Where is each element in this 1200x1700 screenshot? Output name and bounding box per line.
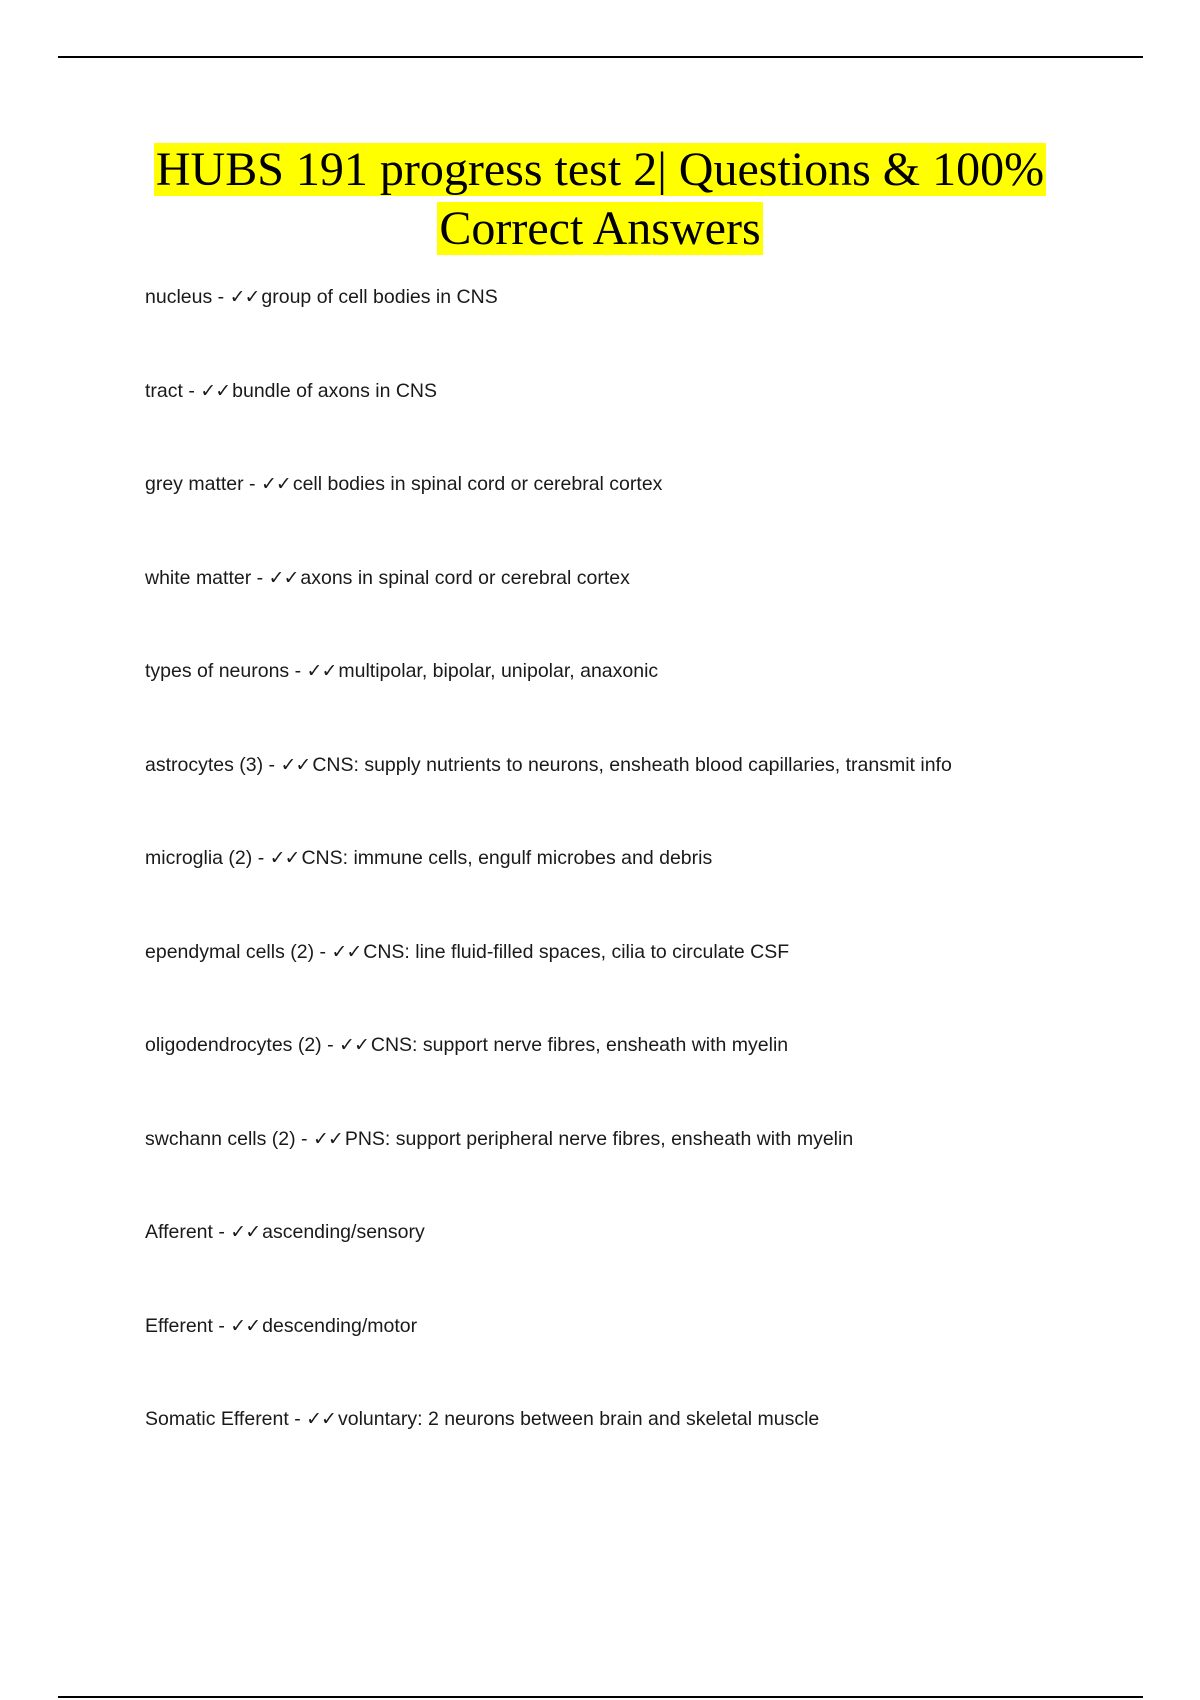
qa-term: swchann cells (2) (145, 1127, 296, 1150)
qa-answer: CNS: support nerve fibres, ensheath with myelin (370, 1034, 789, 1056)
double-check-icon: ✓✓ (268, 566, 299, 589)
footer-rule (58, 1696, 1143, 1698)
double-check-icon: ✓✓ (331, 940, 362, 963)
qa-separator: - (243, 473, 261, 495)
qa-term: nucleus (145, 286, 213, 308)
document-title (60, 140, 1140, 258)
qa-item (145, 1030, 1105, 1124)
qa-item (145, 1311, 1105, 1405)
qa-separator: - (212, 286, 230, 308)
qa-answer: multipolar, bipolar, unipolar, anaxonic (338, 660, 659, 682)
double-check-icon: ✓✓ (312, 1127, 343, 1150)
qa-item (145, 1404, 1105, 1498)
qa-separator: - (295, 1127, 313, 1150)
qa-separator: - (321, 1034, 340, 1056)
qa-separator: - (289, 660, 307, 682)
double-check-icon: ✓✓ (230, 1221, 261, 1243)
qa-answer: group of cell bodies in CNS (261, 286, 498, 308)
qa-answer: PNS: support peripheral nerve fibres, ensheath with myelin (344, 1127, 854, 1150)
qa-item (145, 1124, 1105, 1218)
qa-item (145, 843, 1105, 937)
title-line-2 (60, 199, 1140, 258)
qa-item (145, 1217, 1105, 1311)
qa-answer: axons in spinal cord or cerebral cortex (300, 566, 630, 589)
qa-answer: ascending/sensory (262, 1221, 425, 1243)
qa-separator: - (288, 1408, 307, 1430)
double-check-icon: ✓✓ (339, 1034, 369, 1056)
qa-term: Somatic Efferent (145, 1408, 289, 1430)
double-check-icon: ✓✓ (230, 1314, 261, 1337)
qa-separator: - (182, 379, 201, 402)
qa-separator: - (212, 1221, 231, 1243)
qa-item (145, 282, 1105, 376)
qa-separator: - (263, 753, 281, 776)
title-line-2-text: Correct Answers (439, 202, 761, 255)
qa-item (145, 563, 1105, 657)
title-line-1 (60, 140, 1140, 199)
qa-answer: descending/motor (262, 1314, 418, 1337)
qa-term: ependymal cells (2) (145, 940, 315, 963)
qa-item (145, 469, 1105, 563)
qa-term: white matter (145, 566, 252, 589)
double-check-icon: ✓✓ (306, 660, 337, 682)
qa-term: grey matter (145, 473, 244, 495)
double-check-icon: ✓✓ (229, 286, 260, 308)
qa-term: microglia (2) (145, 847, 253, 869)
qa-separator: - (251, 566, 269, 589)
qa-separator: - (314, 940, 332, 963)
qa-term: tract (145, 379, 183, 402)
qa-term: oligodendrocytes (2) (145, 1034, 322, 1056)
header-rule (58, 56, 1143, 58)
double-check-icon: ✓✓ (306, 1408, 336, 1430)
qa-answer: CNS: line fluid-filled spaces, cilia to circulate CSF (363, 940, 790, 963)
qa-item (145, 937, 1105, 1031)
qa-term: types of neurons (145, 660, 290, 682)
qa-list (145, 282, 1105, 1498)
qa-item (145, 656, 1105, 750)
double-check-icon: ✓✓ (260, 473, 291, 495)
qa-answer: bundle of axons in CNS (232, 379, 437, 402)
title-line-1-text: HUBS 191 progress test 2| Questions & 100% (155, 143, 1045, 196)
qa-answer: CNS: immune cells, engulf microbes and debris (301, 847, 713, 869)
qa-answer: cell bodies in spinal cord or cerebral cortex (292, 473, 663, 495)
qa-term: astrocytes (3) (145, 753, 264, 776)
qa-separator: - (212, 1314, 231, 1337)
qa-separator: - (252, 847, 270, 869)
double-check-icon: ✓✓ (269, 847, 300, 869)
qa-term: Afferent (145, 1221, 213, 1243)
double-check-icon: ✓✓ (280, 753, 311, 776)
double-check-icon: ✓✓ (200, 379, 231, 402)
qa-answer: CNS: supply nutrients to neurons, ensheath blood capillaries, transmit info (312, 753, 952, 776)
qa-term: Efferent (145, 1314, 213, 1337)
qa-answer: voluntary: 2 neurons between brain and skeletal muscle (337, 1408, 820, 1430)
qa-item (145, 750, 1105, 844)
qa-item (145, 376, 1105, 470)
